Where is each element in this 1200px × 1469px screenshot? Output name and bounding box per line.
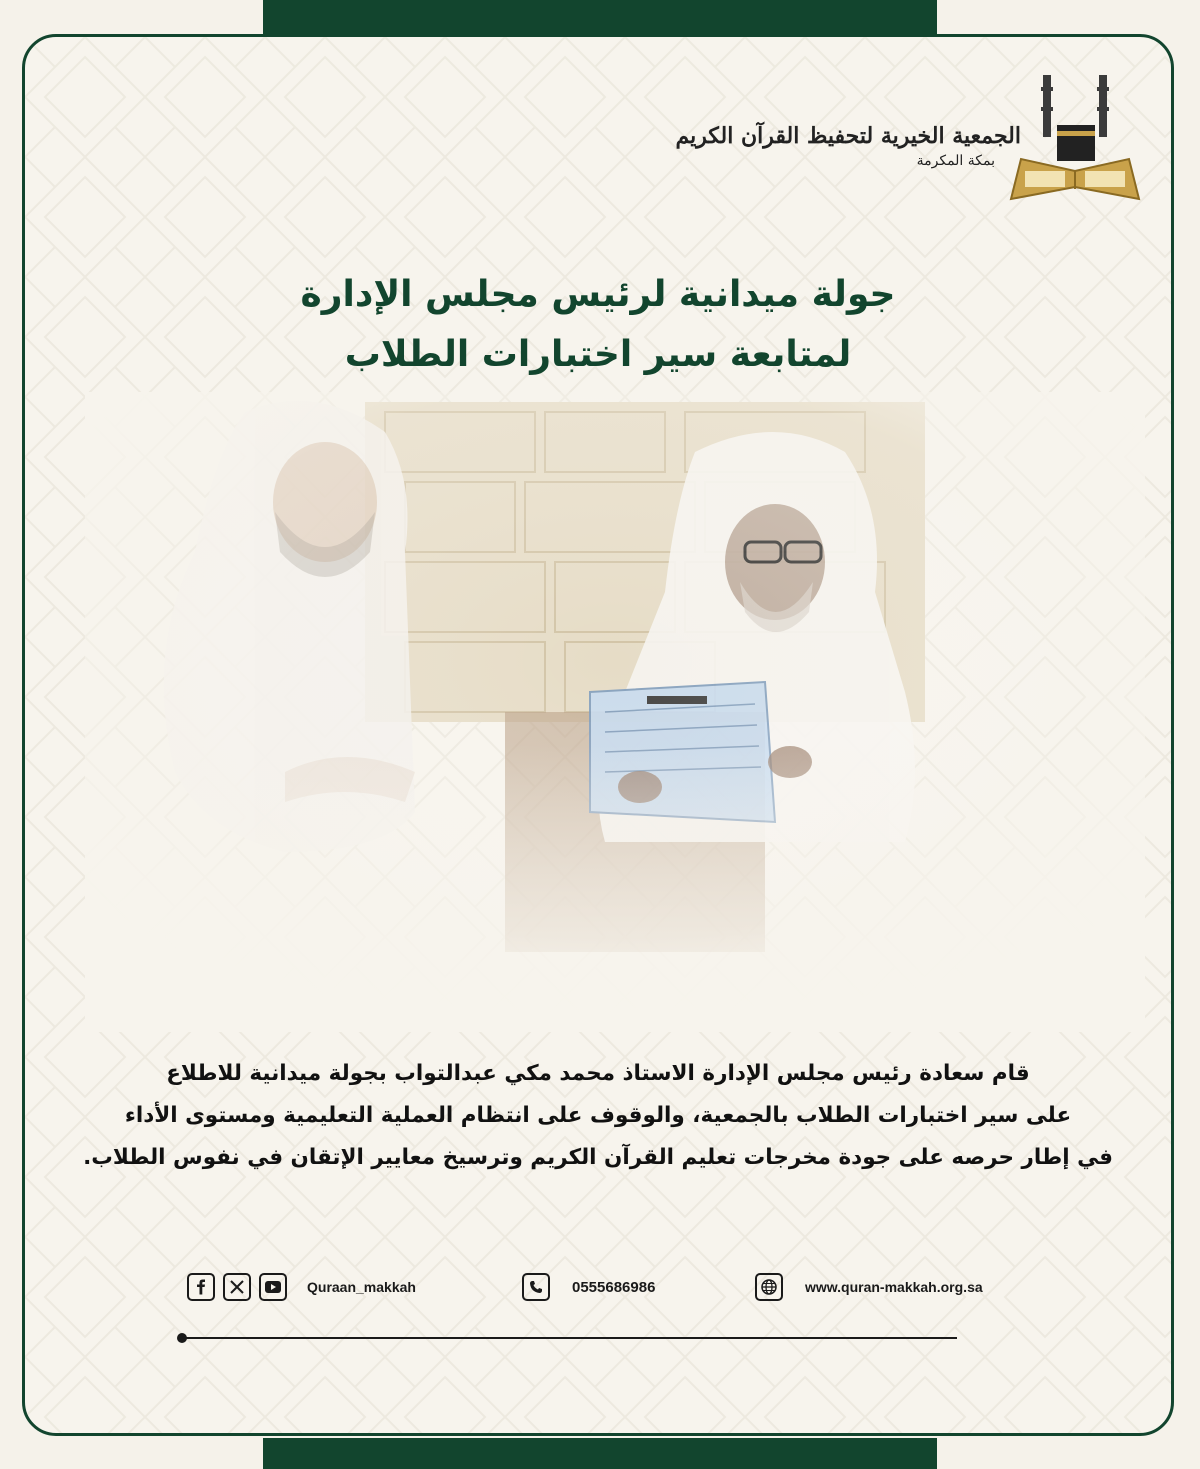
organization-location: بمكة المكرمة [916, 153, 995, 169]
event-photo [85, 392, 1145, 1032]
facebook-icon[interactable] [187, 1273, 215, 1301]
phone-icon[interactable] [522, 1273, 550, 1301]
body-paragraph [65, 1053, 1131, 1179]
body-line-2: على سير اختبارات الطلاب بالجمعية، والوقوف على انتظام العملية التعليمية ومستوى الأداء [124, 1103, 1072, 1128]
organization-name-block [675, 123, 1021, 169]
content-frame [22, 34, 1174, 1436]
social-links [187, 1273, 416, 1301]
title-line-1: جولة ميدانية لرئيس مجلس الإدارة [300, 274, 896, 315]
top-accent-bar [263, 0, 937, 34]
social-handle[interactable]: Quraan_makkah [307, 1279, 416, 1295]
phone-number[interactable]: 0555686986 [572, 1278, 656, 1296]
website-contact [755, 1273, 983, 1301]
body-line-3: في إطار حرصه على جودة مخرجات تعليم القرآن الكريم وترسيخ معايير الإتقان في نفوس الطلاب. [83, 1145, 1113, 1170]
footer-divider-dot [177, 1333, 187, 1343]
globe-icon[interactable] [755, 1273, 783, 1301]
x-icon[interactable] [223, 1273, 251, 1301]
page-title [25, 265, 1171, 385]
bottom-accent-bar [263, 1438, 937, 1469]
kaaba-emblem-icon [1011, 75, 1139, 199]
youtube-icon[interactable] [259, 1273, 287, 1301]
organization-name: الجمعية الخيرية لتحفيظ القرآن الكريم [675, 123, 1021, 149]
title-line-2: لمتابعة سير اختبارات الطلاب [344, 334, 852, 375]
website-url[interactable]: www.quran-makkah.org.sa [805, 1279, 983, 1295]
footer-divider [181, 1337, 957, 1339]
body-line-1: قام سعادة رئيس مجلس الإدارة الاستاذ محمد مكي عبدالتواب بجولة ميدانية للاطلاع [166, 1061, 1030, 1086]
phone-contact [522, 1273, 655, 1301]
